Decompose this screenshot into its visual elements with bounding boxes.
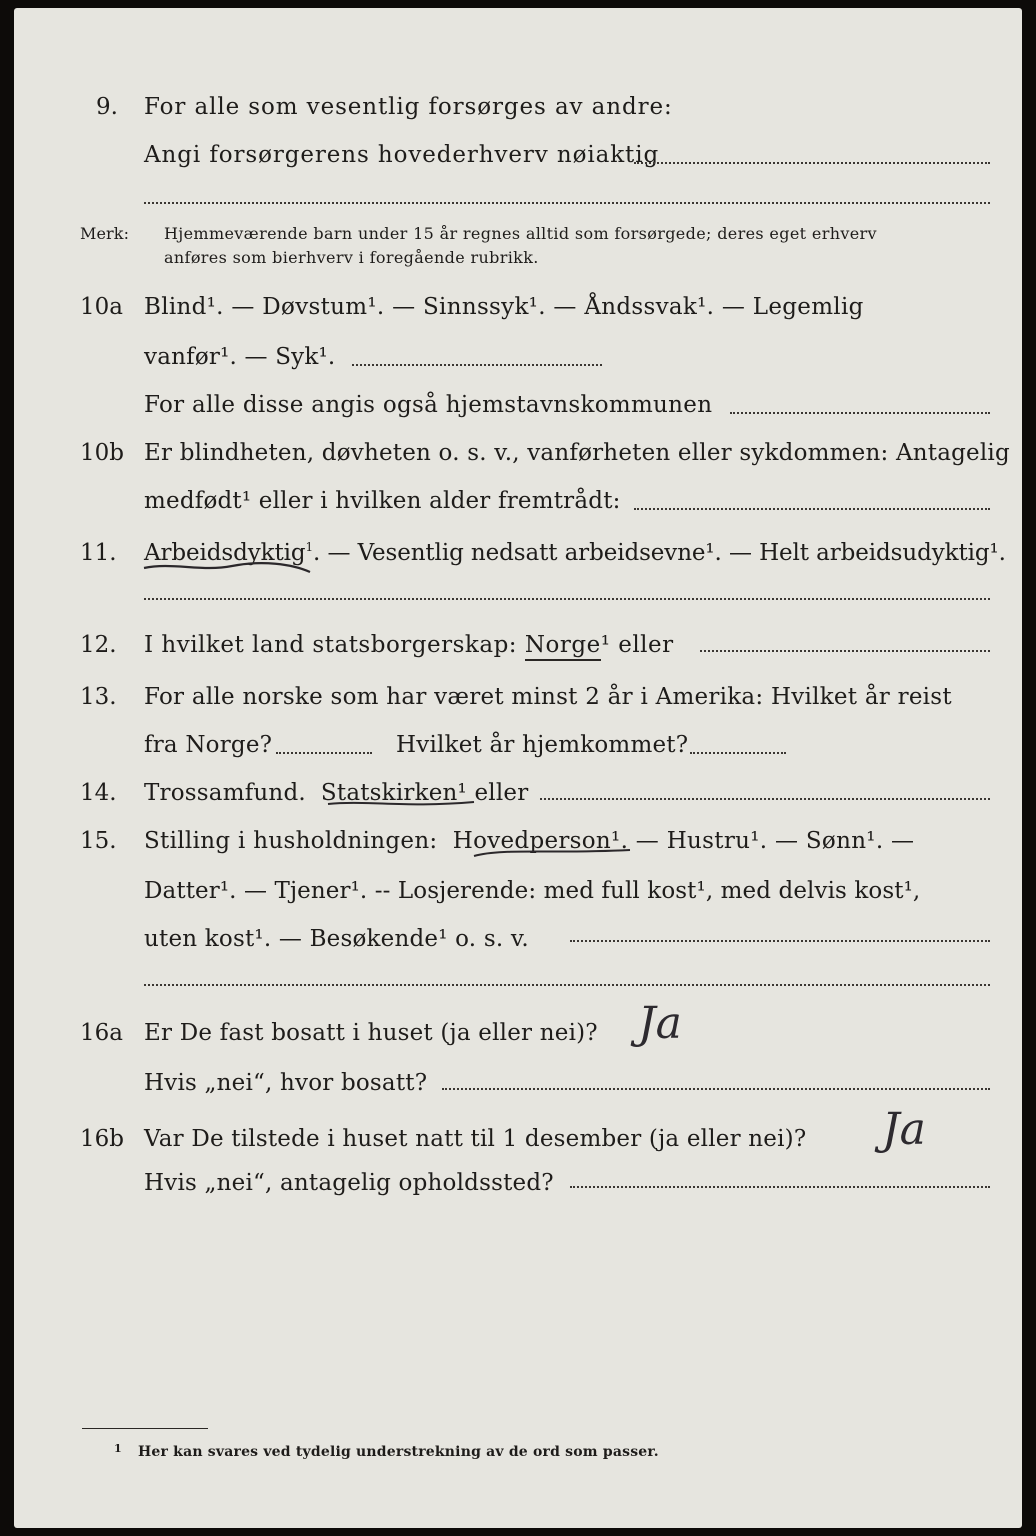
q11-number: 11. [80, 540, 117, 566]
q10a-text-2: vanfør¹. — Syk¹. [144, 344, 336, 370]
q9-answer-field[interactable] [634, 162, 990, 164]
census-form-page [14, 8, 1022, 1528]
q12-answer-field[interactable] [700, 650, 990, 652]
q13-reist-field[interactable] [276, 752, 372, 754]
q15-option-hovedperson[interactable]: Hovedperson [452, 828, 612, 854]
q13-hjemkommet-field[interactable] [690, 752, 786, 754]
q12-number: 12. [80, 632, 117, 658]
q16a-text-2: Hvis „nei“, hvor bosatt? [144, 1070, 428, 1096]
q12-line [144, 632, 674, 658]
q10a-syk-field[interactable] [352, 364, 602, 366]
q16a-number: 16a [80, 1020, 123, 1046]
q15-number: 15. [80, 828, 117, 854]
merk-text-1: Hjemmeværende barn under 15 år regnes alltid som forsørgede; deres eget erhverv [164, 224, 877, 243]
q16a-text-1: Er De fast bosatt i huset (ja eller nei)? [144, 1020, 598, 1046]
q14-answer-field[interactable] [540, 798, 990, 800]
q14-number: 14. [80, 780, 117, 806]
q10b-alder-field[interactable] [634, 508, 990, 510]
q9-number: 9. [96, 94, 118, 120]
merk-text-2: anføres som bierhverv i foregående rubrikk. [164, 248, 539, 267]
q11-footnote-mark: 1 [305, 540, 314, 554]
q12-text-post: ¹ eller [600, 632, 674, 658]
q14-text-post: ¹ eller [457, 780, 529, 806]
q13-text-1: For alle norske som har været minst 2 år i Amerika: Hvilket år reist [144, 684, 952, 710]
q11-answer-field[interactable] [144, 598, 990, 600]
q16b-text-2: Hvis „nei“, antagelig opholdssted? [144, 1170, 554, 1196]
q16b-text-1: Var De tilstede i huset natt til 1 desember (ja eller nei)? [144, 1126, 807, 1152]
q16a-handwritten-answer: Ja [638, 998, 682, 1049]
q10b-text-1: Er blindheten, døvheten o. s. v., vanførheten eller sykdommen: Antagelig [144, 440, 1010, 466]
q12-option-norge[interactable]: Norge [525, 632, 601, 661]
q10b-text-2: medfødt¹ eller i hvilken alder fremtrådt: [144, 488, 621, 514]
q10a-kommune-field[interactable] [730, 412, 990, 414]
q14-text: Trossamfund. [144, 780, 306, 806]
q15-text-rest: ¹. — Hustru¹. — Sønn¹. — [611, 828, 915, 854]
q15-answer-field[interactable] [570, 940, 990, 942]
q11-option-arbeidsdyktig[interactable]: Arbeidsdyktig [144, 540, 306, 566]
q13-number: 13. [80, 684, 117, 710]
q13-text-2b: Hvilket år hjemkommet? [396, 732, 689, 758]
q15-answer-field-2[interactable] [144, 984, 990, 986]
q16a-bosatt-field[interactable] [442, 1088, 990, 1090]
q16b-handwritten-answer: Ja [882, 1104, 926, 1155]
q10a-number: 10a [80, 294, 123, 320]
footnote-mark: 1 [114, 1442, 122, 1455]
q9-text-1: For alle som vesentlig forsørges av andre: [144, 94, 673, 120]
q10a-text-1: Blind¹. — Døvstum¹. — Sinnssyk¹. — Åndssvak¹. — Legemlig [144, 294, 864, 320]
q14-handwritten-underline [326, 798, 476, 810]
q12-text: I hvilket land statsborgerskap: [144, 632, 518, 658]
q10b-number: 10b [80, 440, 124, 466]
q16b-opholdssted-field[interactable] [570, 1186, 990, 1188]
q16b-number: 16b [80, 1126, 124, 1152]
footnote-rule [82, 1428, 208, 1429]
footnote-text: Her kan svares ved tydelig understrekning av de ord som passer. [138, 1444, 659, 1460]
q11-handwritten-underline [142, 560, 312, 574]
merk-label: Merk: [80, 224, 130, 243]
q9-text-2: Angi forsørgerens hovederhverv nøiaktig [144, 142, 660, 168]
q11-text-rest: . — Vesentlig nedsatt arbeidsevne¹. — Helt arbeidsudyktig¹. [313, 540, 1006, 566]
q15-text-2: Datter¹. — Tjener¹. -- Losjerende: med full kost¹, med delvis kost¹, [144, 878, 921, 904]
q13-text-2a: fra Norge? [144, 732, 273, 758]
q15-handwritten-underline [472, 846, 632, 860]
q9-answer-field-2[interactable] [144, 202, 990, 204]
q15-text: Stilling i husholdningen: [144, 828, 438, 854]
q10a-text-3: For alle disse angis også hjemstavnskommunen [144, 392, 713, 418]
q15-text-3: uten kost¹. — Besøkende¹ o. s. v. [144, 926, 529, 952]
q14-option-statskirken[interactable]: Statskirken [320, 780, 458, 806]
